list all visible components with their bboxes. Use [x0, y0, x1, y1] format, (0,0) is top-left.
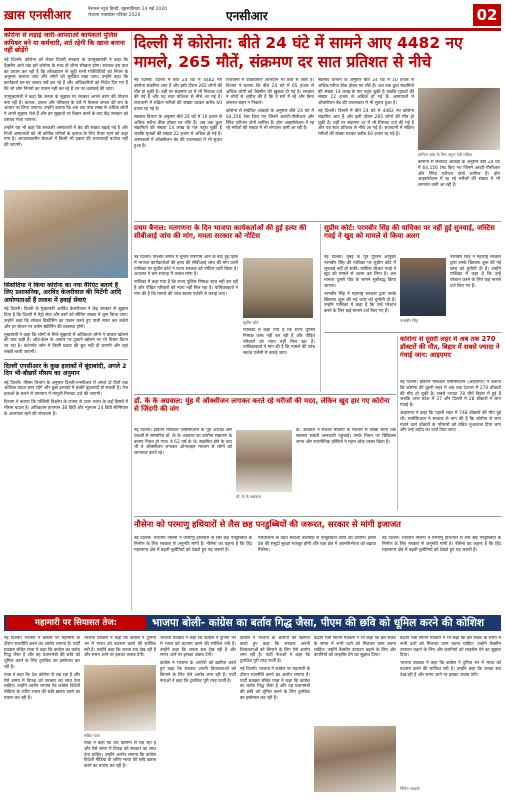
covid-test-photo-caption: कोरोना जांच के लिए नमूना देती महिला: [418, 152, 473, 157]
bihar-headline: कोरोना से दूसरी लहर में अब तक 270 डॉक्टरों की मौत, बिहार में सबसे ज्यादा ने गंवाई जान: आइएमए: [400, 336, 500, 359]
parambir-photo: [400, 258, 446, 316]
column-divider-left: [131, 32, 132, 610]
navy-col-3: [382, 536, 501, 610]
bihar-body-2: आइएमए ने कहा कि पहली लहर में 748 डॉक्टरों की मौत हुई थी। एसोसिएशन ने सरकार से मांग की है कि कोरोना से जान गंवाने वाले डॉक्टरों के परिवारों को उचित मुआवजा दिया जाए और उन्हें शहीद का दर्जा दिया जाए।: [400, 410, 501, 434]
navy-headline-box: [134, 519, 501, 533]
doctor-story-body-2: [296, 428, 396, 514]
main-story-col-2: [226, 78, 314, 218]
bihar-story-body: [400, 380, 501, 496]
main-body-4: कोरोना से संबंधित आंकड़ों के अनुसार बीते 24 घंटे में 64,156 टेस्ट किए गए जिनमें आरटी-पीसीआर और रैपिड एंटीजन दोनों शामिल हैं। होम आइसोलेशन में रह रहे मरीजों की संख्या में भी लगातार कमी आ रही है।: [226, 108, 314, 132]
navy-top-rule: [134, 516, 501, 517]
main-story-col-3: [318, 78, 414, 218]
section-label-center: एनसीआर: [226, 9, 268, 23]
navy-body-2: परियोजना के तहत स्वदेशी तकनीक से पनडुब्बियां तैयार की जाएंगी। इससे देश की समुद्री सुरक्षा मजबूत होगी और रक्षा क्षेत्र में आत्मनिर्भरता को बढ़ावा मिलेगा।: [258, 536, 376, 553]
left-headline-3: दिल्ली एनसीआर के कुछ इलाकों में बूंदाबांदी, अगले 2 दिन भी-बौछारें मौसम का अनुमान: [4, 362, 127, 378]
parambir-headline-box: [324, 224, 501, 252]
supreme-court-photo: [243, 258, 313, 318]
kejriwal-photo: [4, 190, 128, 278]
main-body-3: राजधानी में टीकाकरण अभियान भी तेजी से जारी है। विभाग ने बताया कि बीते 24 घंटे में 65 हजार से अधिक लोगों को वैक्सीन की खुराक दी गई है। सरकार ने लोगों से अपील की है कि वे घरों में रहें और बिना जरूरत बाहर न निकलें।: [226, 78, 314, 107]
bottom-col-6: [400, 636, 501, 796]
column-divider-right: [397, 336, 398, 510]
bottom-col-2-bottom: [84, 741, 156, 796]
left-body-3: उन्होंने यह भी कहा कि सरकारी अस्पतालों में बेड की संख्या बढ़ाई गई है और निजी अस्पतालों को भी कोविड मरीजों के इलाज के लिए तैयार रहने को कहा गया है। आपातकालीन सेवाओं में किसी भी प्रकार की लापरवाही बर्दाश्त नहीं की जाएगी।: [4, 125, 128, 149]
parambir-headline: सुप्रीम कोर्ट: परमबीर सिंह की याचिका पर नहीं हुई सुनवाई, जस्टिस गवई ने खुद को मामले से किया अलग: [324, 224, 495, 241]
navy-col-1: [134, 536, 252, 610]
main-story-bottom-rule: [134, 221, 501, 222]
doctor-body-1: नई दिल्ली। इंडियन मेडिकल एसोसिएशन के पूर्व अध्यक्ष और पद्मश्री से सम्मानित डॉ. के के अग्रवाल का कोरोना संक्रमण के कारण निधन हो गया। वे 62 वर्ष के थे। संक्रमित होने के बाद भी वे ऑक्सीजन लगाकर ऑनलाइन माध्यम से लोगों को जागरूक करते रहे।: [134, 428, 232, 457]
bengal-story-body: [134, 255, 238, 391]
left-headline-1: कोरोना से लड़ाई जारी-आपदाओं कार्यकर्ता पुलिस कमिश्नर बने या कर्मचारी, शर्त रहेगी कि खाना बनाना नहीं छोड़ेंगे: [4, 32, 125, 55]
bottom-body-4-cont: कांग्रेस ने भाजपा के आरोपों को खारिज करते हुए कहा कि सरकार अपनी विफलताओं को छिपाने के लिए ऐसे आरोप लगा रही है। पार्टी नेताओं ने कहा कि टूलकिट पूरी तरह फर्जी है।: [240, 636, 310, 665]
navy-body-1: नई दिल्ली। भारतीय नौसेना ने परमाणु हथियारों से लैस छह पनडुब्बियों के निर्माण के लिए सरकार से अनुमति मांगी है। नौसेना का कहना है कि हिंद महासागर क्षेत्र में बढ़ती चुनौतियों को देखते हुए यह जरूरी है।: [134, 536, 252, 553]
bottom-body-5: केंद्रीय मंत्री नितिन गडकरी ने भी कहा कि इस संकट के समय में सभी दलों को मिलकर काम करना चाहिए। उन्होंने वैक्सीन उत्पादन बढ़ाने के लिए और कंपनियों को लाइसेंस देने का सुझाव दिया।: [314, 636, 396, 659]
main-body-4-cont: कोरोना से संबंधित आंकड़ों के अनुसार बीते 24 घंटे में 64,156 टेस्ट किए गए जिनमें आरटी-पीसीआर और रैपिड एंटीजन दोनों शामिल हैं। होम आइसोलेशन में रह रहे मरीजों की संख्या में भी लगातार कमी आ रही है।: [418, 160, 500, 189]
main-body-2: स्वास्थ्य विभाग के अनुसार बीते 24 घंटे में 10 हजार से अधिक मरीज ठीक होकर घर लौटे हैं। अब तक कुल संक्रमितों की संख्या 14 लाख के पार पहुंच चुकी है जबकि मृतकों की संख्या 22 हजार से अधिक हो गई है। अस्पतालों में ऑक्सीजन बेड की उपलब्धता में भी सुधार हुआ है।: [134, 114, 222, 149]
bengal-body-2: याचिका में कहा गया है कि राज्य पुलिस निष्पक्ष जांच नहीं कर रही है और पीड़ित परिवारों को न्याय नहीं मिल रहा है। याचिकाकर्ता ने मांग की है कि मामले की जांच स्वतंत्र एजेंसी से कराई जाए।: [134, 280, 238, 297]
sambit-patra-caption: संबित पात्रा: [84, 733, 100, 738]
bottom-body-5-cont: केंद्रीय मंत्री नितिन गडकरी ने भी कहा कि इस संकट के समय में सभी दलों को मिलकर काम करना चाहिए। उन्होंने वैक्सीन उत्पादन बढ़ाने के लिए और कंपनियों को लाइसेंस देने का सुझाव दिया।: [400, 636, 501, 659]
parambir-body-2: परमबीर सिंह ने महाराष्ट्र सरकार द्वारा उनके खिलाफ शुरू की गई जांच को चुनौती दी है। उन्होंने याचिका में कहा है कि उन्हें परेशान करने के लिए कई मामले दर्ज किए गए हैं।: [324, 291, 396, 315]
main-body-1: नई दिल्ली। दिल्ली में बीते 24 घंटे में 4482 नए कोरोना संक्रमित आए हैं और इसी दौरान 265 लोगों की मौत हो चुकी है। वहीं पर संक्रमण दर में भी गिरावट दर्ज की गई है और यह सात प्रतिशत से नीचे आ गई है। राजधानी में सक्रिय मरीजों की संख्या घटकर करीब 60 हजार रह गई है।: [134, 78, 222, 112]
left-body-7: विभाग ने बताया कि पश्चिमी विक्षोभ के प्रभाव से उत्तर भारत के कई हिस्सों में मौसम बदला है। अधिकतम तापमान 38 डिग्री और न्यूनतम 24 डिग्री सेल्सियस के आसपास रहने की संभावना है।: [4, 399, 128, 417]
bottom-col-3: [160, 636, 236, 796]
page-number: 02: [473, 4, 501, 26]
left-body-6: नई दिल्ली। मौसम विभाग के अनुसार दिल्ली-एनसीआर में अगले दो दिनों तक आंशिक बादल छाए रहेंगे और कुछ इलाकों में हल्की बूंदाबांदी हो सकती है। तेज हवाओं के चलने से तापमान में मामूली गिरावट दर्ज की जाएगी।: [4, 380, 128, 398]
doctor-top-rule: [134, 394, 396, 395]
nitin-gadkari-caption: नितिन गडकरी: [400, 786, 420, 791]
bengal-headline-box: [134, 224, 318, 252]
bengal-body-2-cont: याचिका में कहा गया है कि राज्य पुलिस निष्पक्ष जांच नहीं कर रही है और पीड़ित परिवारों को न्याय नहीं मिल रहा है। याचिकाकर्ता ने मांग की है कि मामले की जांच स्वतंत्र एजेंसी से कराई जाए।: [243, 328, 315, 357]
doctor-story-body: [134, 428, 232, 514]
supreme-court-caption: सुप्रीम कोर्ट: [243, 320, 259, 325]
bottom-band-label: महामारी पर सियासत तेज:: [6, 616, 146, 630]
navy-body-1-cont: नई दिल्ली। भारतीय नौसेना ने परमाणु हथियारों से लैस छह पनडुब्बियों के निर्माण के लिए सरकार से अनुमति मांगी है। नौसेना का कहना है कि हिंद महासागर क्षेत्र में बढ़ती चुनौतियों को देखते हुए यह जरूरी है।: [382, 536, 501, 553]
bihar-headline-box: [400, 336, 501, 378]
dateline: [88, 7, 167, 19]
bengal-headline: प्रथम बैनाल: मतगणना के दिन भाजपा कार्यकर्ताओं की हुई हत्या की सीबीआई जांच की मांग, ममता सरकार को नोटिस: [134, 224, 307, 241]
main-headline: दिल्ली में कोरोना: बीते 24 घंटे में सामने आए 4482 नए मामले, 265 मौतें, संक्रमण दर सात प्रतिशत से नीचे: [134, 34, 463, 71]
main-story-col-1: [134, 78, 222, 218]
bottom-body-2-cont: पात्रा ने कहा कि देश कोरोना से लड़ रहा है और ऐसे समय में विपक्ष को सरकार का साथ देना चाहिए। उन्होंने आरोप लगाया कि कांग्रेस विदेशी मीडिया के जरिए भारत की छवि खराब करने का प्रयास कर रही है।: [84, 741, 156, 770]
left-column-lower: [4, 282, 128, 608]
bottom-col-2-top: [84, 636, 156, 664]
dateline-line-2: रोज़ाना एक्सप्रेस पत्रिका 2020: [88, 13, 141, 18]
doctor-body-2: डॉ. अग्रवाल ने सोशल मीडिया के माध्यम से लाखों लोगों तक स्वास्थ्य संबंधी जानकारी पहुंचाई। उनके निधन पर चिकित्सा जगत और राजनीतिक हस्तियों ने गहरा शोक व्यक्त किया है।: [296, 428, 396, 445]
bottom-body-2: पात्रा ने कहा कि देश कोरोना से लड़ रहा है और ऐसे समय में विपक्ष को सरकार का साथ देना चाहिए। उन्होंने आरोप लगाया कि कांग्रेस विदेशी मीडिया के जरिए भारत की छवि खराब करने का प्रयास कर रही है।: [4, 672, 80, 701]
bottom-body-1: नई दिल्ली। भाजपा ने कांग्रेस पर महामारी के दौरान राजनीति करने का आरोप लगाया है। पार्टी प्रवक्ता संबित पात्रा ने कहा कि कांग्रेस का बर्ताव गिद्ध जैसा है और वह प्रधानमंत्री की छवि को धूमिल करने के लिए टूलकिट का इस्तेमाल कर रही है।: [4, 636, 80, 670]
navy-col-2: [258, 536, 376, 610]
dr-agarwal-caption: डॉ. के के अग्रवाल: [236, 494, 261, 499]
bottom-headline-band: [4, 615, 501, 631]
bottom-band-headline: भाजपा बोली- कांग्रेस का बर्ताव गिद्ध जैसा, पीएम की छवि को धूमिल करने की कोशिश: [152, 617, 484, 629]
navy-headline: नौसेना को परमाणु हथियारों से लैस छह पनडुब्बियों की जरूरत, सरकार से मांगी इजाजत: [134, 519, 401, 529]
covid-test-photo: [418, 88, 500, 150]
dateline-line-1: नैशनल न्यूज़ हिन्दी, बृहस्पतिवार 14 मई 2020: [88, 7, 168, 12]
main-body-1-cont: नई दिल्ली। दिल्ली में बीते 24 घंटे में 4482 नए कोरोना संक्रमित आए हैं और इसी दौरान 265 लोगों की मौत हो चुकी है। वहीं पर संक्रमण दर में भी गिरावट दर्ज की गई है और यह सात प्रतिशत से नीचे आ गई है। राजधानी में सक्रिय मरीजों की संख्या घटकर करीब 60 हजार रह गई है।: [318, 108, 414, 138]
bottom-col-5: [314, 636, 396, 722]
bottom-body-3: भाजपा प्रवक्ता ने कहा कि कांग्रेस ने दुनिया भर में भारत को बदनाम करने की साजिश रची है। उन्होंने कहा कि जनता सब देख रही है और समय आने पर इसका जवाब देगी।: [160, 636, 236, 659]
section-label-left: ख़ास एनसीआर: [4, 8, 71, 22]
left-body-1: नई दिल्ली। कोरोना को लेकर दिल्ली सरकार के उपमुख्यमंत्री ने कहा कि वैक्सीन आने तक हमें कोरोना के साथ ही जीना सीखना होगा। सरकार इस बात का प्रयास कर रही है कि लॉकडाउन से जुड़ी सभी गतिविधियों को नियम के अनुसार चलाया जाए और लोगों को सुरक्षित रखा जाए। उन्होंने कहा कि कार्यकर्ता घर-घर जाकर सर्वे कर रहे हैं और अधिकारियों को निर्देश दिए गए हैं कि जो लोग नियमों का पालन नहीं कर रहे हैं उन पर कार्रवाई की जाए।: [4, 58, 128, 93]
left-headline-2: सिसोदिया ने किया कोरोना का नया वैरिएंट बताये हैं लिए प्रशासनिक, अरविंद केजरीवाल की मिटेंगी आदि अयोग्यताओं हैं तलाश में हवाई सेवाएं: [4, 282, 122, 304]
main-body-2-cont: स्वास्थ्य विभाग के अनुसार बीते 24 घंटे में 10 हजार से अधिक मरीज ठीक होकर घर लौटे हैं। अब तक कुल संक्रमितों की संख्या 14 लाख के पार पहुंच चुकी है जबकि मृतकों की संख्या 22 हजार से अधिक हो गई है। अस्पतालों में ऑक्सीजन बेड की उपलब्धता में भी सुधार हुआ है।: [318, 78, 414, 107]
bengal-story-body-2: [243, 328, 315, 390]
bottom-body-3-cont: भाजपा प्रवक्ता ने कहा कि कांग्रेस ने दुनिया भर में भारत को बदनाम करने की साजिश रची है। उन्होंने कहा कि जनता सब देख रही है और समय आने पर इसका जवाब देगी।: [400, 661, 501, 678]
parambir-body-2-cont: परमबीर सिंह ने महाराष्ट्र सरकार द्वारा उनके खिलाफ शुरू की गई जांच को चुनौती दी है। उन्होंने याचिका में कहा है कि उन्हें परेशान करने के लिए कई मामले दर्ज किए गए हैं।: [450, 255, 501, 289]
bihar-top-rule: [324, 332, 501, 333]
masthead-strip: [4, 4, 501, 31]
main-story-col-4: [418, 160, 500, 218]
parambir-story-body: [324, 255, 396, 391]
bihar-body-1: नई दिल्ली। इंडियन मेडिकल एसोसिएशन (आइएमए) ने बताया कि कोरोना की दूसरी लहर में अब तक देशभर में 270 डॉक्टरों की मौत हो चुकी है। सबसे ज्यादा 78 मौतें बिहार में हुई हैं जबकि उत्तर प्रदेश में 37 और दिल्ली में 28 डॉक्टरों ने जान गंवाई है।: [400, 380, 501, 409]
parambir-caption: परमबीर सिंह: [400, 318, 418, 323]
left-divider: [4, 359, 128, 360]
sambit-patra-photo: [84, 665, 156, 731]
column-divider-mid: [320, 224, 321, 392]
bottom-col-1: [4, 636, 80, 796]
left-body-4: नई दिल्ली। दिल्ली के मुख्यमंत्री अरविंद केजरीवाल ने केंद्र सरकार से सुझाव दिया है कि दिल्ली में मेट्रो सेवा और बसों को सीमित संख्या में शुरू किया जाए। उन्होंने कहा कि सोशल डिस्टेंसिंग का पालन करते हुए यात्री सफर कर सकेंगे और हर स्टेशन पर थर्मल स्क्रीनिंग की व्यवस्था होगी।: [4, 307, 128, 330]
bottom-body-1-cont: नई दिल्ली। भाजपा ने कांग्रेस पर महामारी के दौरान राजनीति करने का आरोप लगाया है। पार्टी प्रवक्ता संबित पात्रा ने कहा कि कांग्रेस का बर्ताव गिद्ध जैसा है और वह प्रधानमंत्री की छवि को धूमिल करने के लिए टूलकिट का इस्तेमाल कर रही है।: [240, 666, 310, 701]
bottom-col-4: [240, 636, 310, 796]
bottom-body-4: कांग्रेस ने भाजपा के आरोपों को खारिज करते हुए कहा कि सरकार अपनी विफलताओं को छिपाने के लिए ऐसे आरोप लगा रही है। पार्टी नेताओं ने कहा कि टूलकिट पूरी तरह फर्जी है।: [160, 661, 236, 684]
doctor-headline-box: [134, 397, 396, 425]
doctor-headline: डॉ. के के अग्रवाल: मुंह में ऑक्सीजन लगाकर करते रहे मरीजों की मदद, लेकिन खुद हार गए कोरोना से जिंदगी की जंग: [134, 397, 390, 414]
dr-agarwal-photo: [236, 430, 292, 492]
left-body-2: उपमुख्यमंत्री ने कहा कि जनता के सुझाव पर सरकार अगले चरण की योजना बना रही है। बाजार, दफ्तर और परिवहन के बारे में फैसला जनता की राय के आधार पर लिया जाएगा। उन्होंने बताया कि अब तक पांच लाख से अधिक लोगों ने अपने सुझाव भेजे हैं और इन सुझावों पर विचार करने के बाद केंद्र सरकार को प्रस्ताव भेजा जाएगा।: [4, 94, 128, 124]
bottom-body-3-top: भाजपा प्रवक्ता ने कहा कि कांग्रेस ने दुनिया भर में भारत को बदनाम करने की साजिश रची है। उन्होंने कहा कि जनता सब देख रही है और समय आने पर इसका जवाब देगी।: [84, 636, 156, 659]
nitin-gadkari-photo: [314, 726, 396, 792]
left-body-5: मुख्यमंत्री ने कहा कि लोगों से मिले सुझावों में अधिकतर लोगों ने बाजार खोलने की बात कही है। ऑड-ईवन के आधार पर दुकानें खोलने पर भी विचार किया जा रहा है। कंटेनमेंट जोन में किसी प्रकार की छूट नहीं दी जाएगी और वहां सख्ती बरती जाएगी।: [4, 332, 128, 355]
bengal-body-1: नई दिल्ली। पश्चिम बंगाल में चुनाव परिणाम आने के बाद हुई हिंसा में भाजपा कार्यकर्ताओं की हत्या की सीबीआई जांच की मांग वाली याचिका पर सुप्रीम कोर्ट ने राज्य सरकार को नोटिस जारी किया है। अदालत ने चार सप्ताह में जवाब मांगा है।: [134, 255, 238, 278]
parambir-body-1: नई दिल्ली। मुंबई के पूर्व पुलिस आयुक्त परमबीर सिंह की याचिका पर सुप्रीम कोर्ट में सुनवाई नहीं हो सकी। जस्टिस बीआर गवई ने खुद को मामले से अलग कर लिया है। अब मामला दूसरी पीठ के सामने सूचीबद्ध किया जाएगा।: [324, 255, 396, 289]
